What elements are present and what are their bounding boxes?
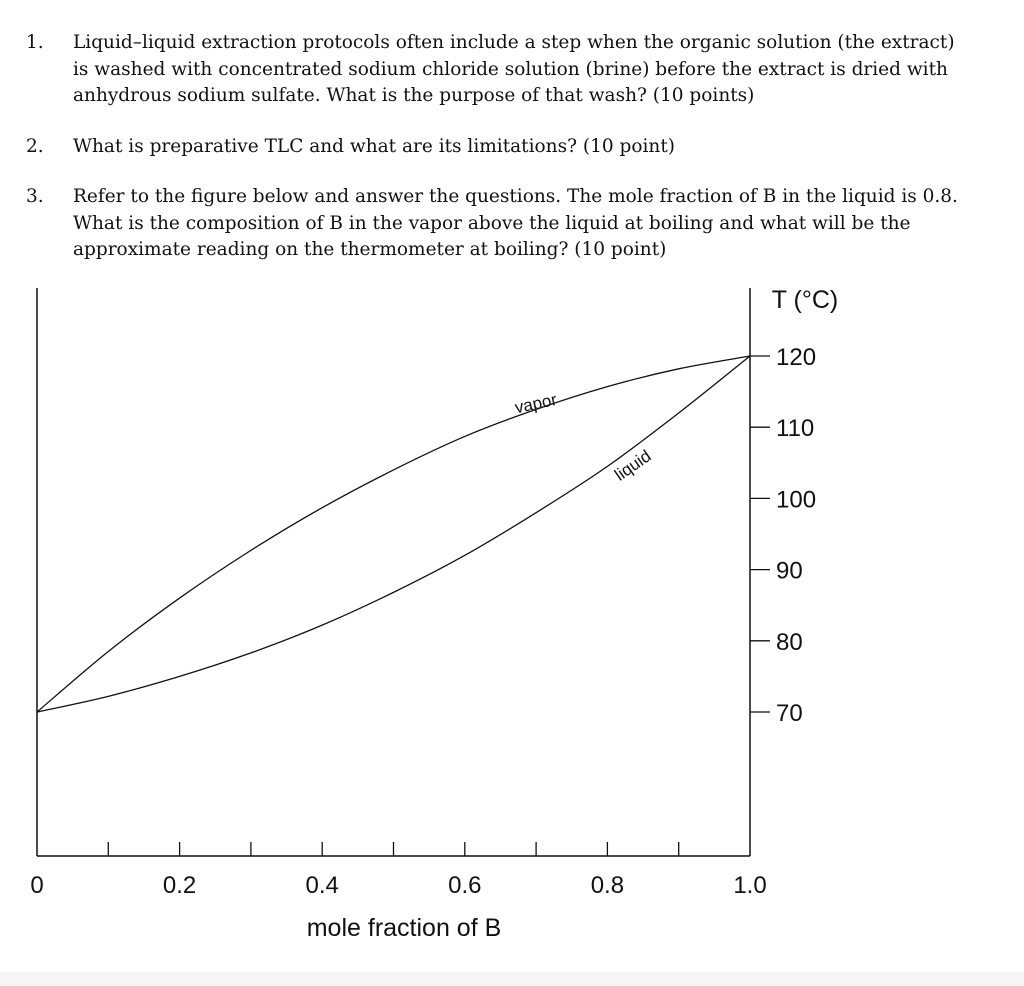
y-tick-label: 100 [776,486,817,514]
x-tick-label: 0.2 [162,872,197,899]
question-line: anhydrous sodium sulfate. What is the purpose of that wash? (10 points) [73,85,755,106]
question-line: Refer to the figure below and answer the questions. The mole fraction of B in the liquid is 0.8. [73,186,958,207]
question-number: 1. [26,32,44,53]
page-bottom-strip [0,972,1024,986]
y-tick-label: 80 [776,628,803,656]
x-tick-label: 0.8 [590,872,625,899]
vapor-curve-label: vapor [513,389,559,418]
liquid-curve [37,356,750,712]
question-line: is washed with concentrated sodium chloride solution (brine) before the extract is dried with [73,58,948,80]
y-tick-label: 90 [776,557,803,585]
y-tick-label: 70 [776,700,803,727]
y-axis-label: T (°C) [771,286,839,314]
x-tick-label: 0 [30,872,44,899]
vapor-curve [37,356,750,712]
y-tick-label: 120 [776,344,817,371]
x-tick-label: 1.0 [733,872,767,899]
question-line: approximate reading on the thermometer at boiling? (10 point) [73,239,667,260]
question-number: 2. [26,136,44,157]
question-line: What is the composition of B in the vapor above the liquid at boiling and what will be the [73,212,911,234]
question-number: 3. [26,186,44,207]
x-tick-label: 0.4 [305,872,339,899]
x-tick-label: 0.6 [448,872,482,899]
liquid-curve-label: liquid [611,446,655,485]
question-line: What is preparative TLC and what are its limitations? (10 point) [73,136,675,157]
question-line: Liquid–liquid extraction protocols often include a step when the organic solution (the extract) [73,32,955,53]
x-axis-label: mole fraction of B [306,914,502,942]
y-tick-label: 110 [776,415,815,443]
